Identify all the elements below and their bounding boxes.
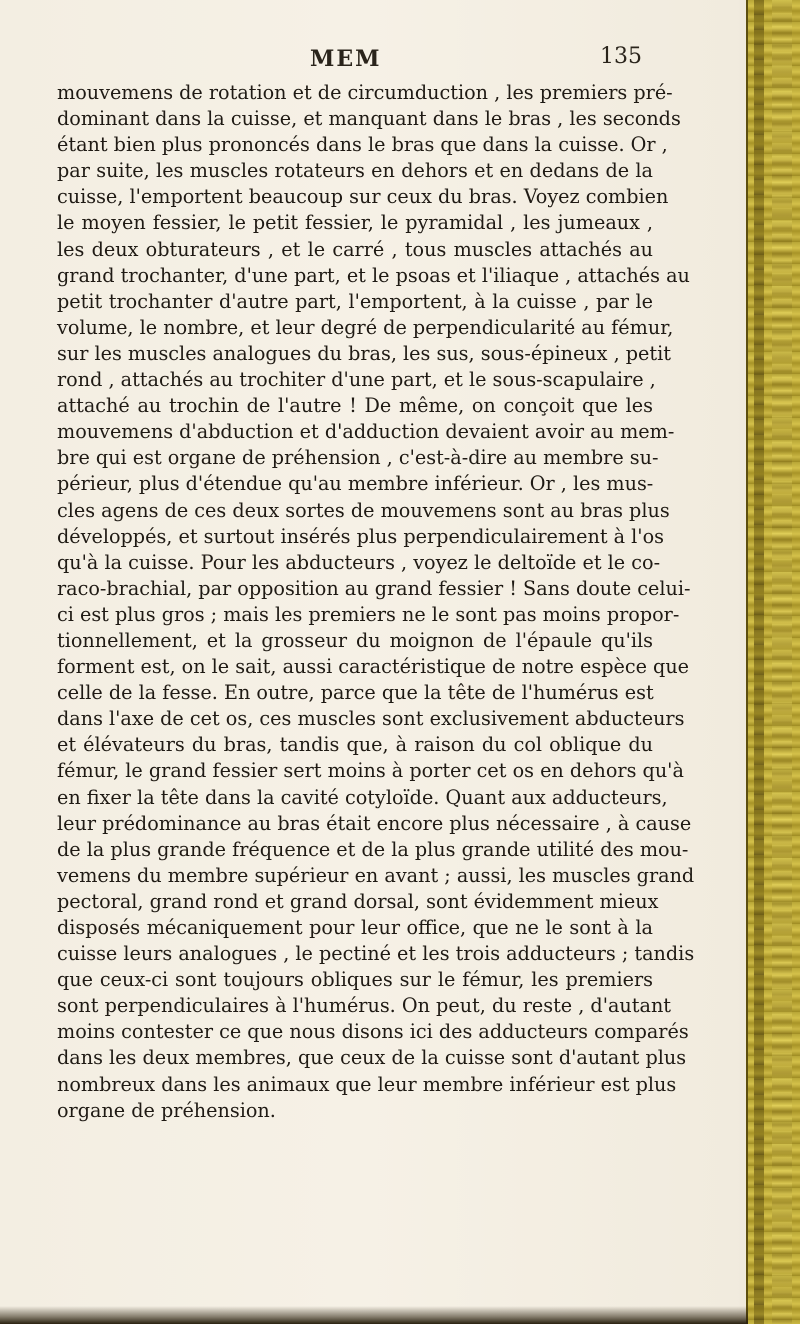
text-line: et élévateurs du bras, tandis que, à raison du col oblique du bbox=[57, 733, 653, 757]
text-line: nombreux dans les animaux que leur membre inférieur est plus bbox=[57, 1072, 677, 1096]
page-header bbox=[0, 40, 748, 80]
page-number: 135 bbox=[600, 44, 642, 69]
text-line: ci est plus gros ; mais les premiers ne le sont pas moins propor- bbox=[57, 602, 680, 626]
text-line: mouvemens de rotation et de circumduction , les premiers pré- bbox=[57, 81, 673, 104]
text-line: en fixer la tête dans la cavité cotyloïde. Quant aux adducteurs, bbox=[57, 785, 668, 809]
text-line: dominant dans la cuisse, et manquant dans le bras , les seconds bbox=[57, 107, 681, 131]
text-line: attaché au trochin de l'autre ! De même, on conçoit que les bbox=[57, 394, 653, 418]
text-line: périeur, plus d'étendue qu'au membre inférieur. Or , les mus- bbox=[57, 472, 654, 496]
text-line: de la plus grande fréquence et de la plus grande utilité des mou- bbox=[57, 837, 689, 861]
text-line: cles agens de ces deux sortes de mouvemens sont au bras plus bbox=[57, 498, 670, 522]
text-line: dans l'axe de cet os, ces muscles sont exclusivement abducteurs bbox=[57, 707, 685, 731]
text-line: fémur, le grand fessier sert moins à porter cet os en dehors qu'à bbox=[57, 759, 684, 783]
text-line: vemens du membre supérieur en avant ; aussi, les muscles grand bbox=[57, 863, 695, 887]
text-line: volume, le nombre, et leur degré de perpendicularité au fémur, bbox=[57, 315, 674, 339]
text-line: forment est, on le sait, aussi caractéristique de notre espèce que bbox=[57, 655, 690, 679]
text-line: disposés mécaniquement pour leur office, que ne le sont à la bbox=[57, 916, 653, 939]
text-line: bre qui est organe de préhension , c'est-à-dire au membre su- bbox=[57, 446, 659, 470]
text-line: étant bien plus prononcés dans le bras que dans la cuisse. Or , bbox=[57, 133, 668, 157]
text-line: grand trochanter, d'une part, et le psoas et l'iliaque , attachés au bbox=[57, 263, 690, 287]
text-line: raco-brachial, par opposition au grand fessier ! Sans doute celui- bbox=[57, 576, 691, 600]
text-line: sont perpendiculaires à l'humérus. On peut, du reste , d'autant bbox=[57, 994, 672, 1018]
text-line: tionnellement, et la grosseur du moignon de l'épaule qu'ils bbox=[57, 628, 653, 652]
text-line: sur les muscles analogues du bras, les sus, sous-épineux , petit bbox=[57, 341, 671, 365]
text-line: petit trochanter d'autre part, l'emportent, à la cuisse , par le bbox=[57, 289, 653, 313]
text-line: organe de préhension. bbox=[57, 1098, 276, 1122]
text-line: les deux obturateurs , et le carré , tous muscles attachés au bbox=[57, 237, 653, 261]
text-line: mouvemens d'abduction et d'adduction devaient avoir au mem- bbox=[57, 420, 675, 444]
text-line: que ceux-ci sont toujours obliques sur le fémur, les premiers bbox=[57, 968, 653, 992]
book-binding-edge bbox=[746, 0, 800, 1324]
text-line: développés, et surtout insérés plus perpendiculairement à l'os bbox=[57, 524, 664, 548]
running-head: MEM bbox=[310, 46, 382, 72]
text-line: dans les deux membres, que ceux de la cuisse sont d'autant plus bbox=[57, 1046, 687, 1070]
text-line: rond , attachés au trochiter d'une part, et le sous-scapulaire , bbox=[57, 368, 656, 392]
text-line: le moyen fessier, le petit fessier, le pyramidal , les jumeaux , bbox=[57, 211, 653, 235]
bottom-edge-shadow bbox=[0, 1306, 748, 1324]
text-line: moins contester ce que nous disons ici des adducteurs comparés bbox=[57, 1020, 689, 1044]
text-line: leur prédominance au bras était encore plus nécessaire , à cause bbox=[57, 811, 692, 835]
text-line: qu'à la cuisse. Pour les abducteurs , voyez le deltoïde et le co- bbox=[57, 550, 661, 574]
text-line: cuisse, l'emportent beaucoup sur ceux du bras. Voyez combien bbox=[57, 185, 669, 209]
text-line: cuisse leurs analogues , le pectiné et les trois adducteurs ; tandis bbox=[57, 942, 695, 966]
text-line: par suite, les muscles rotateurs en dehors et en dedans de la bbox=[57, 159, 653, 183]
text-line: pectoral, grand rond et grand dorsal, sont évidemment mieux bbox=[57, 889, 659, 913]
body-paragraph bbox=[57, 80, 695, 1124]
text-line: celle de la fesse. En outre, parce que la tête de l'humérus est bbox=[57, 681, 654, 705]
